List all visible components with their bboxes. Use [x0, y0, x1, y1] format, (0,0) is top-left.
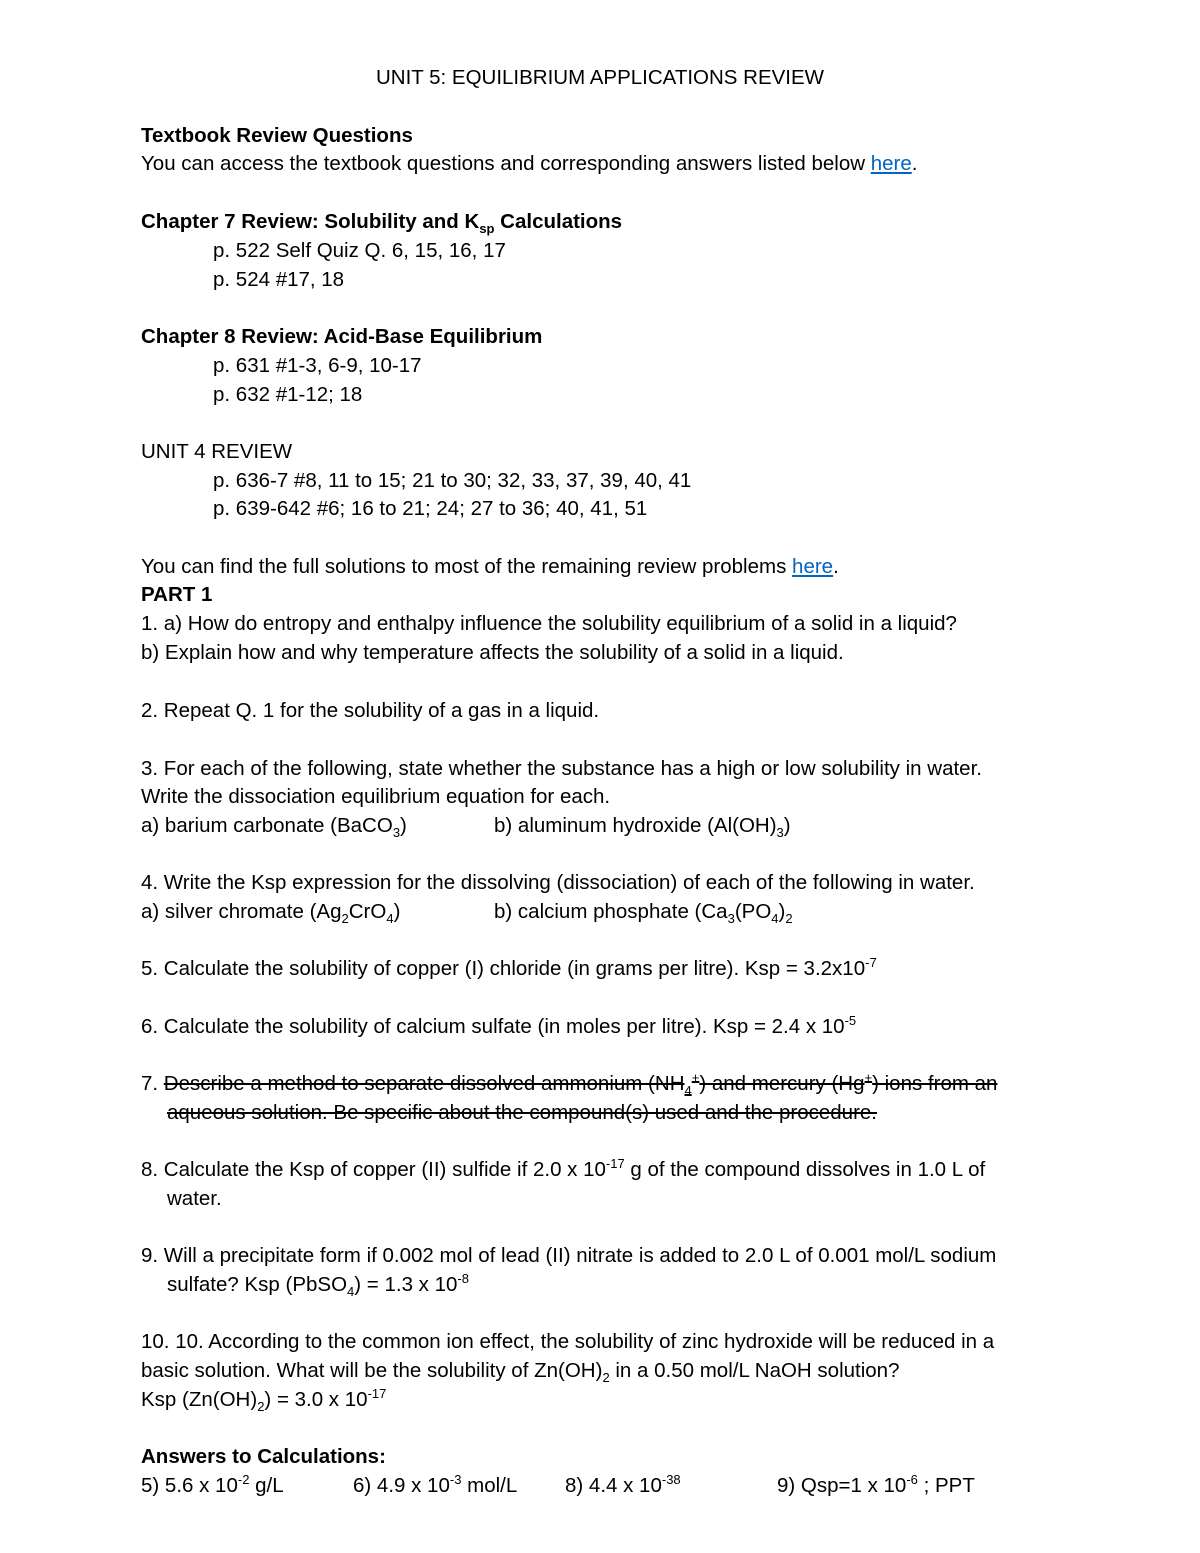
question-1b: b) Explain how and why temperature affects the solubility of a solid in a liquid.	[141, 641, 844, 664]
question-8-line2: water.	[167, 1187, 222, 1210]
textbook-here-link[interactable]: here	[870, 152, 912, 175]
chapter8-item: p. 631 #1-3, 6-9, 10-17	[213, 354, 422, 377]
question-10-line3: Ksp $(Zn(OH)_2) = 3.0$ x $10^{-17}$	[141, 1386, 387, 1415]
question-4b: b) calcium phosphate ($Ca_3(PO_4)_2$	[494, 900, 793, 927]
solutions-here-link[interactable]: here	[792, 555, 834, 578]
textbook-intro-end: .	[911, 152, 918, 175]
question-7-line2: aqueous solution. Be specific about the compound(s) used and the procedure.	[167, 1101, 877, 1124]
textbook-heading: Textbook Review Questions	[141, 124, 413, 147]
question-3a: a) barium carbonate (BaCO$_3$)	[141, 814, 407, 841]
textbook-intro	[141, 150, 917, 178]
question-7-struck-text: Describe a method to separate dissolved ammonium $(NH_4^+)$ and mercury (Hg+) ions from an	[163, 1070, 998, 1099]
question-9-line2: sulfate? Ksp (PbSO$_4$) = 1.3 x $10^{-8}$	[167, 1271, 469, 1300]
chapter7-heading-text: Chapter 7 Review: Solubility and K	[141, 210, 480, 233]
unit4-item: p. 636-7 #8, 11 to 15; 21 to 30; 32, 33, 37, 39, 40, 41	[213, 469, 692, 492]
question-6: 6. Calculate the solubility of calcium sulfate (in moles per litre). Ksp = 2.4 x $10^{-5}$	[141, 1013, 857, 1038]
question-1a: 1. a) How do entropy and enthalpy influence the solubility equilibrium of a solid in a liquid?	[141, 612, 957, 635]
question-4-parts	[141, 898, 793, 927]
question-7-line1: 7. Describe a method to separate dissolved ammonium $(NH_4^+)$ and mercury (Hg+) ions from an	[141, 1070, 998, 1099]
solutions-text-end: .	[833, 555, 839, 578]
answer-5: 5) 5.6 x $10^{-2}$ g/L	[141, 1472, 284, 1497]
solutions-line	[141, 553, 839, 581]
chapter7-item: p. 524 #17, 18	[213, 268, 345, 291]
chapter7-heading	[141, 208, 622, 236]
unit4-item: p. 639-642 #6; 16 to 21; 24; 27 to 36; 40, 41, 51	[213, 497, 648, 520]
answer-6: 6) 4.9 x $10^{-3}$ mol/L	[353, 1472, 518, 1497]
chapter7-item: p. 522 Self Quiz Q. 6, 15, 16, 17	[213, 239, 506, 262]
question-10-line1: 10. 10. According to the common ion effect, the solubility of zinc hydroxide will be reduced in a	[141, 1330, 995, 1353]
question-3-line2: Write the dissociation equilibrium equation for each.	[141, 785, 611, 808]
question-4-line1: 4. Write the Ksp expression for the dissolving (dissociation) of each of the following in water.	[141, 871, 975, 894]
solutions-text: You can find the full solutions to most of the remaining review problems	[141, 555, 793, 578]
chapter8-item: p. 632 #1-12; 18	[213, 383, 363, 406]
question-3-parts	[141, 812, 791, 841]
question-8-line1: 8. Calculate the Ksp of copper (II) sulfide if 2.0 x $10^{-17}$ g of the compound dissolves in 1.0 L of	[141, 1156, 986, 1181]
question-3-line1: 3. For each of the following, state whether the substance has a high or low solubility in water.	[141, 757, 982, 780]
question-9-line1: 9. Will a precipitate form if 0.002 mol of lead (II) nitrate is added to 2.0 L of 0.001 mol/L sodium	[141, 1244, 997, 1267]
answers-heading: Answers to Calculations:	[141, 1445, 386, 1468]
page-title: UNIT 5: EQUILIBRIUM APPLICATIONS REVIEW	[375, 66, 825, 89]
chapter8-heading: Chapter 8 Review: Acid-Base Equilibrium	[141, 325, 543, 348]
question-5: 5. Calculate the solubility of copper (I) chloride (in grams per litre). Ksp = $3.2x10^{-7}$	[141, 955, 877, 980]
unit4-heading: UNIT 4 REVIEW	[141, 440, 293, 463]
chapter7-heading-sub: sp	[479, 221, 495, 237]
chapter7-heading-end: Calculations	[494, 210, 623, 233]
question-10-line2: basic solution. What will be the solubility of $Zn(OH)_2$ in a 0.50 mol/L NaOH solution?	[141, 1359, 900, 1386]
question-2: 2. Repeat Q. 1 for the solubility of a gas in a liquid.	[141, 699, 600, 722]
question-3b: b) aluminum hydroxide $(Al(OH)_3)$	[494, 814, 791, 841]
part1-heading: PART 1	[141, 583, 213, 606]
question-4a: a) silver chromate $(Ag_2CrO_4)$	[141, 900, 401, 927]
answers-row	[141, 1472, 975, 1500]
textbook-intro-text: You can access the textbook questions and corresponding answers listed below	[141, 152, 871, 175]
answer-8: 8) 4.4 x $10^{-38}$	[565, 1472, 681, 1497]
answer-9: 9) Qsp=1 x $10^{-6}$ ; PPT	[777, 1472, 975, 1497]
